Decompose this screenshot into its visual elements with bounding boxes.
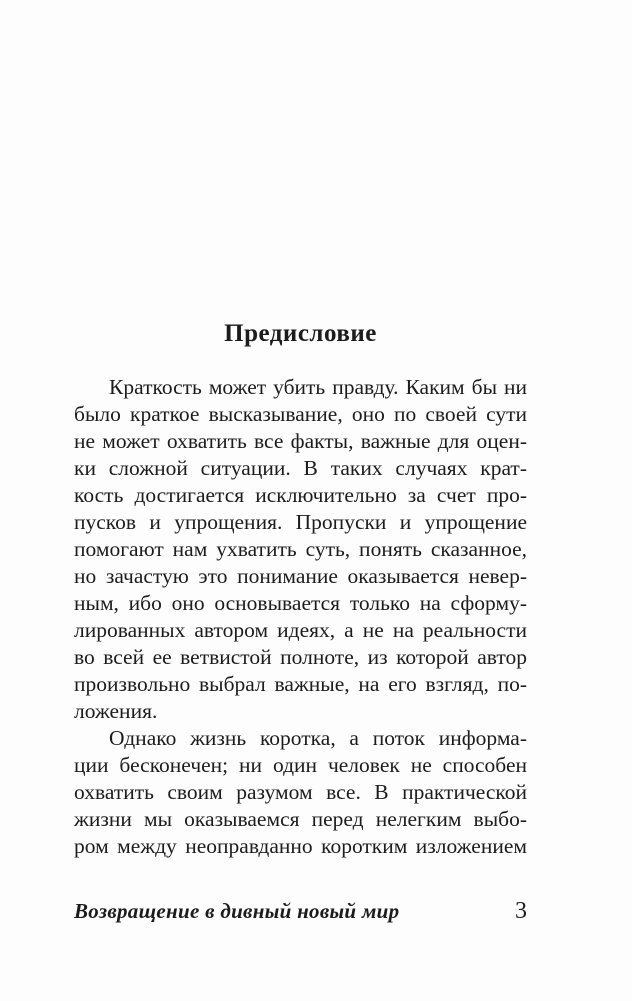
text-line: лированных автором идеях, а не на реальности: [74, 618, 527, 642]
text-line: ции бесконечен; ни один человек не способен: [74, 753, 527, 777]
text-line: пусков и упрощения. Пропуски и упрощение: [74, 510, 527, 534]
text-line: охватить своим разумом все. В практической: [74, 780, 527, 804]
text-line: помогают нам ухватить суть, понять сказанное,: [74, 537, 527, 561]
page-number: 3: [515, 898, 527, 924]
body-text: [74, 374, 527, 860]
text-line: ки сложной ситуации. В таких случаях крат-: [74, 456, 527, 480]
text-line: не может охватить все факты, важные для оцен-: [74, 429, 527, 453]
text-line: Краткость может убить правду. Каким бы ни: [109, 375, 527, 399]
text-line: кость достигается исключительно за счет про-: [74, 483, 527, 507]
text-line: но зачастую это понимание оказывается невер-: [74, 564, 527, 588]
text-line: было краткое высказывание, оно по своей сути: [74, 402, 527, 426]
text-line: произвольно выбрал важные, на его взгляд, по-: [74, 672, 527, 696]
text-line: жизни мы оказываемся перед нелегким выбо-: [74, 807, 527, 831]
text-line: ром между неоправданно коротким изложением: [74, 834, 527, 858]
chapter-heading: Предисловие: [224, 320, 377, 347]
text-line: ложения.: [74, 699, 158, 723]
page-content: [74, 318, 527, 860]
text-line: ным, ибо оно основывается только на сформу-: [74, 591, 527, 615]
text-line: Однако жизнь коротка, а поток информа-: [109, 726, 527, 750]
page-footer: [74, 898, 527, 925]
running-title: Возвращение в дивный новый мир: [74, 899, 400, 923]
text-line: во всей ее ветвистой полноте, из которой автор: [74, 645, 527, 669]
